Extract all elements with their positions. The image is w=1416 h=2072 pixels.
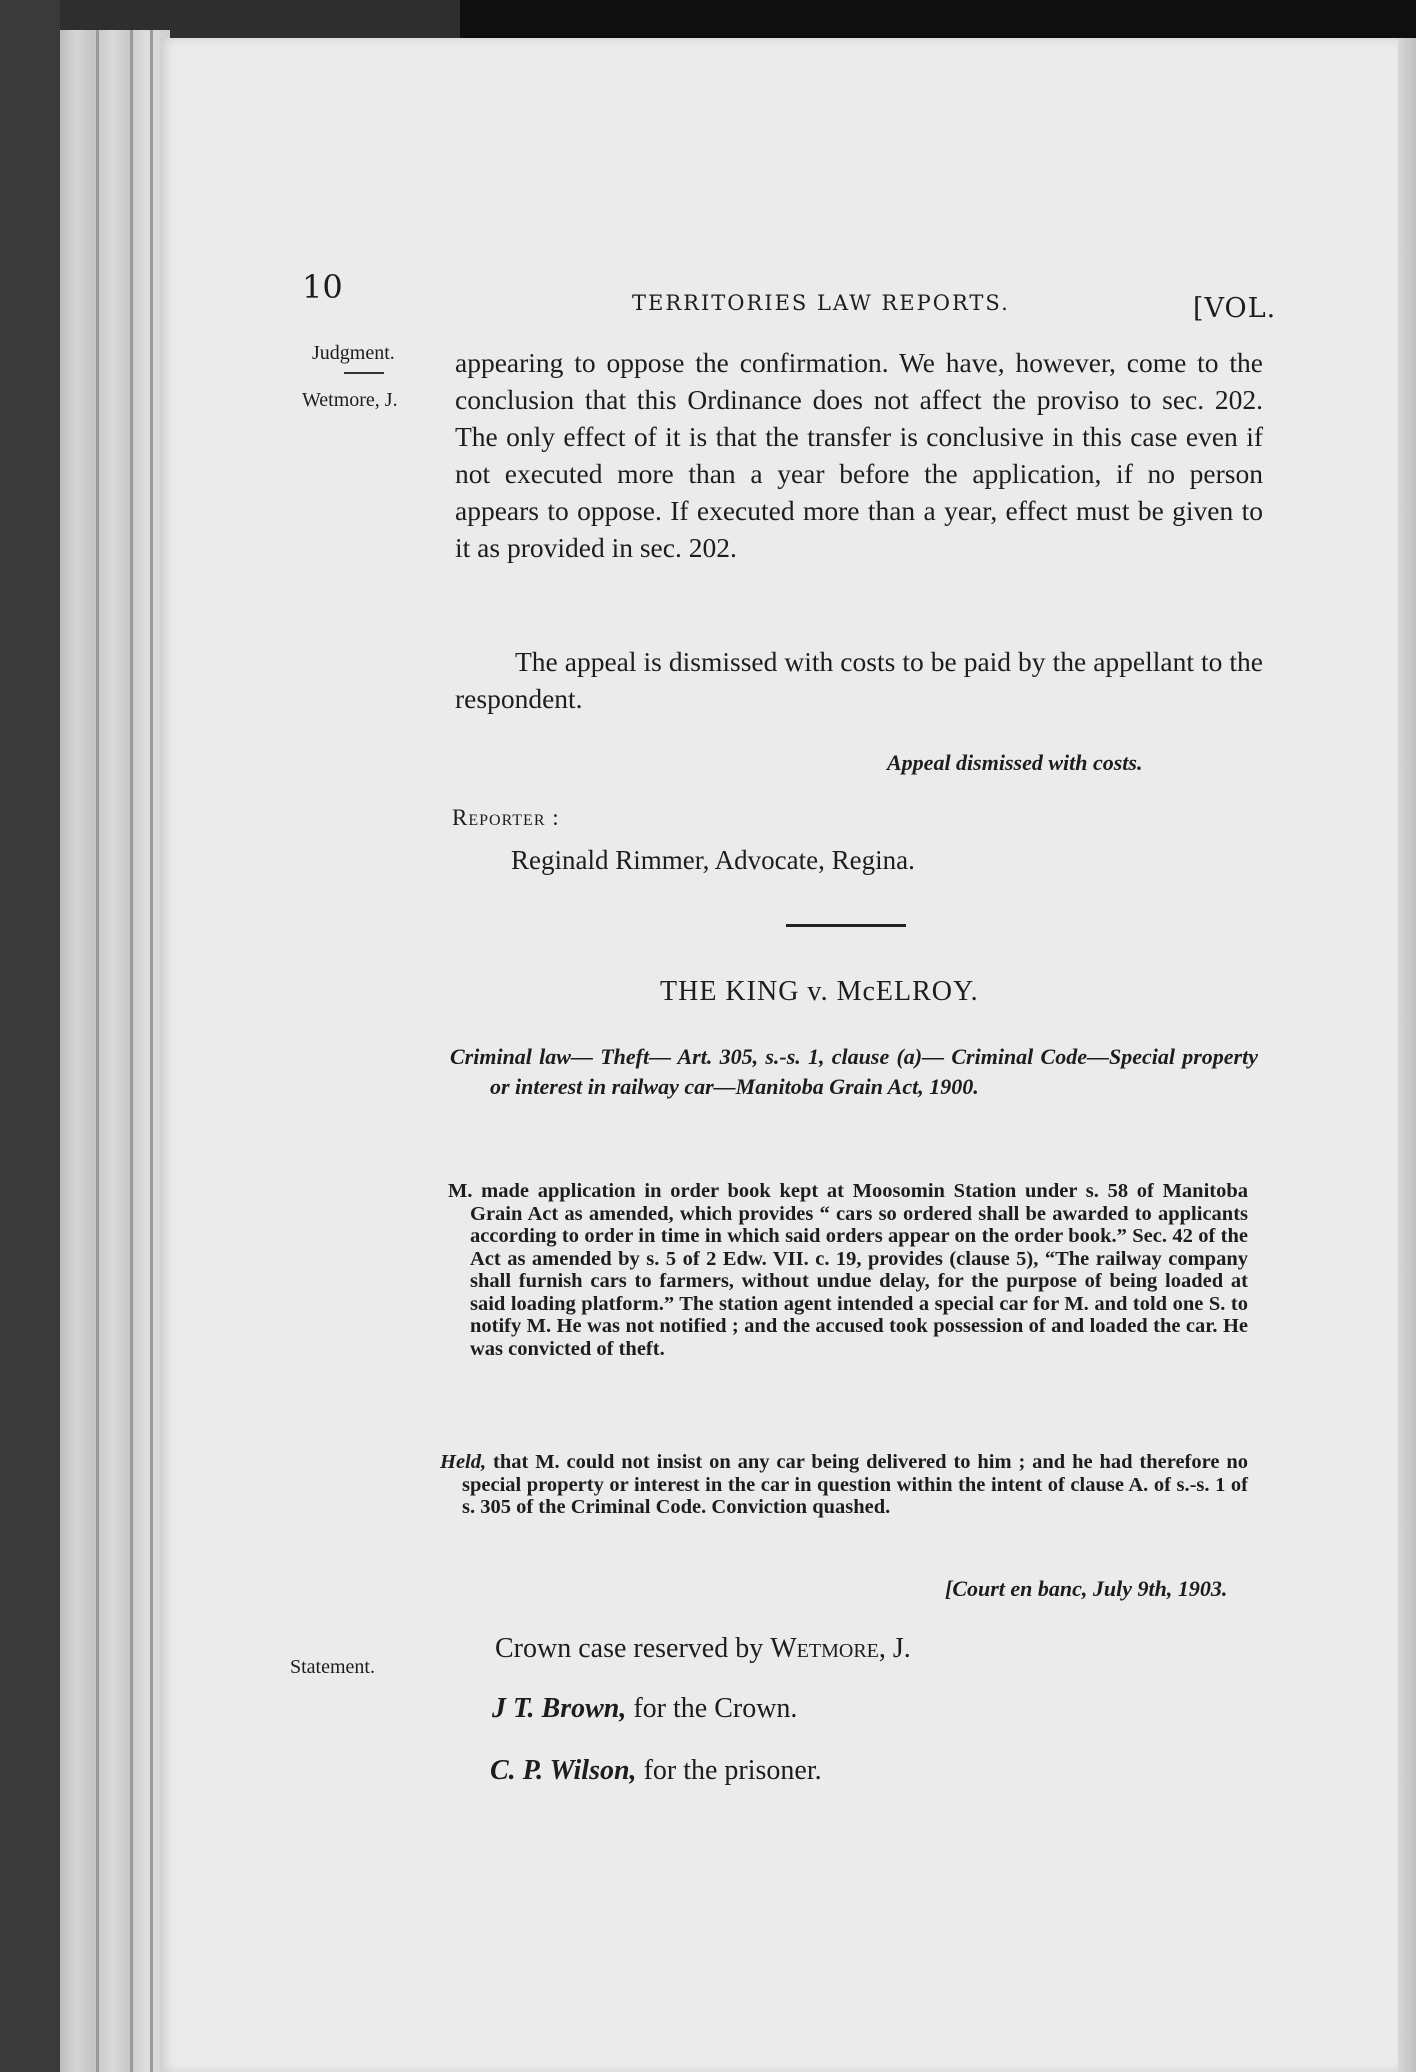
case-facts: M. made application in order book kept at Moosomin Station under s. 58 of Manitoba Grain Act as amended, which provides “ cars so ordered shall be awarded to applicants according to order in time in which said orders appear on the order book.” Sec. 42 of the Act as amended by s. 5 of 2 Edw. VII. c. 19, provides (clause 5), “The railway company shall furnish cars to farmers, without undue delay, for the purpose of being loaded at said loading platform.” The station agent intended a special car for M. and told one S. to notify M. He was not notified ; and the accused took possession of and loaded the car. He was convicted of theft.	[448, 1180, 1248, 1360]
court-date: [Court en banc, July 9th, 1903.	[945, 1576, 1228, 1601]
page-edge-line	[150, 30, 153, 2072]
counsel-crown	[492, 1693, 797, 1725]
case-title: THE KING v. McELROY.	[660, 976, 979, 1007]
judgment-result: Appeal dismissed with costs.	[887, 750, 1143, 775]
volume-mark: [VOL.	[1193, 293, 1277, 324]
counsel-crown-name: J T. Brown,	[492, 1693, 627, 1724]
reporter-label: Reporter :	[452, 805, 560, 830]
statement-suffix: , J.	[878, 1633, 911, 1664]
page-right-edge	[1398, 38, 1416, 2072]
counsel-prisoner-name: C. P. Wilson,	[490, 1755, 637, 1786]
statement-line	[495, 1633, 911, 1665]
case-holding	[440, 1451, 1248, 1519]
statement-judge: Wetmore	[770, 1633, 879, 1664]
case-headnote: Criminal law— Theft— Art. 305, s.-s. 1, clause (a)— Criminal Code—Special property or interest in railway car—Manitoba Grain Act, 1900.	[450, 1044, 1258, 1099]
scan-top-band	[460, 0, 1416, 38]
page-edge-line	[96, 30, 99, 2072]
judgment-paragraph-1: appearing to oppose the confirmation. We have, however, come to the conclusion that this Ordinance does not affect the proviso to sec. 202. The only effect of it is that the transfer is conclusive in this case even if not executed more than a year before the application, if no person appears to oppose. If executed more than a year, effect must be given to it as provided in sec. 202.	[455, 347, 1263, 563]
held-label: Held,	[440, 1451, 487, 1473]
margin-note-rule	[344, 372, 384, 374]
margin-note-judge: Wetmore, J.	[302, 389, 398, 411]
page-number: 10	[302, 268, 343, 306]
judgment-paragraph-2: The appeal is dismissed with costs to be paid by the appellant to the respondent.	[455, 646, 1263, 714]
counsel-prisoner	[490, 1755, 822, 1787]
margin-note-judgment: Judgment.	[312, 342, 395, 364]
held-text: that M. could not insist on any car being delivered to him ; and he had therefore no special property or interest in the car in question within the intent of clause A. of s.-s. 1 of s. 305 of the Criminal Code. Conviction quashed.	[462, 1451, 1248, 1518]
scan-background	[0, 0, 60, 2072]
running-title: TERRITORIES LAW REPORTS.	[632, 291, 1010, 315]
counsel-prisoner-role: for the prisoner.	[636, 1755, 822, 1786]
statement-prefix: Crown case reserved by	[495, 1633, 771, 1664]
page-edge-line	[130, 30, 133, 2072]
reporter-name: Reginald Rimmer, Advocate, Regina.	[511, 845, 915, 875]
margin-note-statement: Statement.	[290, 1656, 375, 1678]
section-divider	[786, 924, 906, 927]
book-page-edges	[60, 30, 170, 2072]
counsel-crown-role: for the Crown.	[626, 1693, 798, 1724]
